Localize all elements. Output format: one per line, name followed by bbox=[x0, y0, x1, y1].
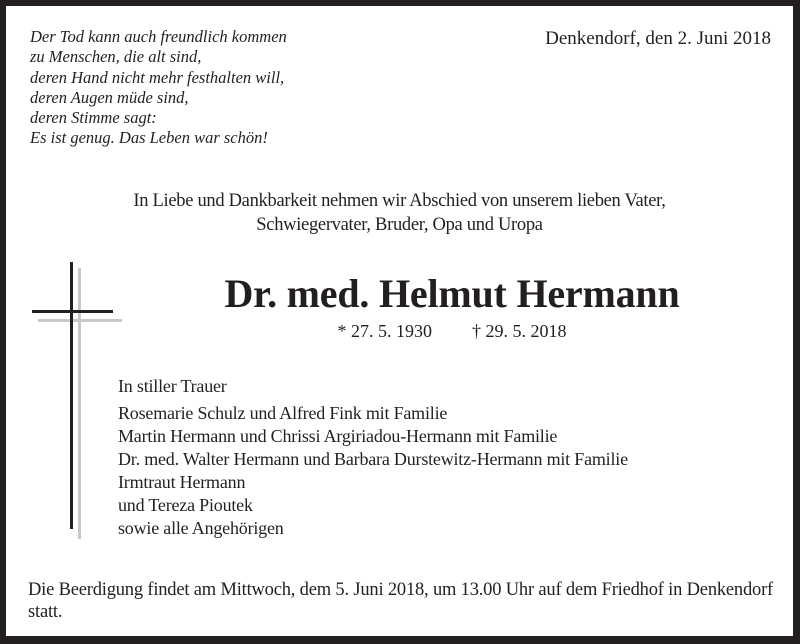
deceased-name: Dr. med. Helmut Hermann bbox=[224, 271, 680, 316]
poem-line: deren Hand nicht mehr festhalten will, bbox=[30, 67, 285, 87]
poem-line: deren Augen müde sind, bbox=[30, 87, 189, 107]
intro-line-1: In Liebe und Dankbarkeit nehmen wir Abschied von unserem lieben Vater, bbox=[133, 191, 666, 211]
mourner-entry: Irmtraut Hermann bbox=[118, 472, 246, 492]
mourners-heading: In stiller Trauer bbox=[118, 376, 227, 396]
mourner-entry: Rosemarie Schulz und Alfred Fink mit Familie bbox=[118, 403, 448, 423]
intro-line-2: Schwiegervater, Bruder, Opa und Uropa bbox=[256, 215, 543, 235]
death-date: † 29. 5. 2018 bbox=[472, 321, 567, 341]
birth-date: * 27. 5. 1930 bbox=[337, 321, 432, 341]
obituary-notice bbox=[6, 6, 793, 636]
funeral-notice: Die Beerdigung findet am Mittwoch, dem 5. Juni 2018, um 13.00 Uhr auf dem Friedhof in Denkendorf statt. bbox=[28, 580, 773, 622]
mourner-entry: und Tereza Pioutek bbox=[118, 495, 253, 515]
place-date: Denkendorf, den 2. Juni 2018 bbox=[545, 28, 771, 49]
mourner-entry: Martin Hermann und Chrissi Argiriadou-Hermann mit Familie bbox=[118, 426, 558, 446]
life-dates bbox=[152, 319, 752, 343]
poem-line: Der Tod kann auch freundlich kommen bbox=[30, 27, 287, 46]
mourner-entry: sowie alle Angehörigen bbox=[118, 518, 284, 538]
poem-line: deren Stimme sagt: bbox=[30, 108, 157, 128]
poem-line: Es ist genug. Das Leben war schön! bbox=[30, 128, 268, 148]
poem-line: zu Menschen, die alt sind, bbox=[30, 47, 202, 67]
intro-text bbox=[6, 189, 793, 237]
mourners-list bbox=[118, 375, 628, 540]
mourner-entry: Dr. med. Walter Hermann und Barbara Durstewitz-Hermann mit Familie bbox=[118, 449, 628, 469]
poem bbox=[30, 27, 287, 149]
